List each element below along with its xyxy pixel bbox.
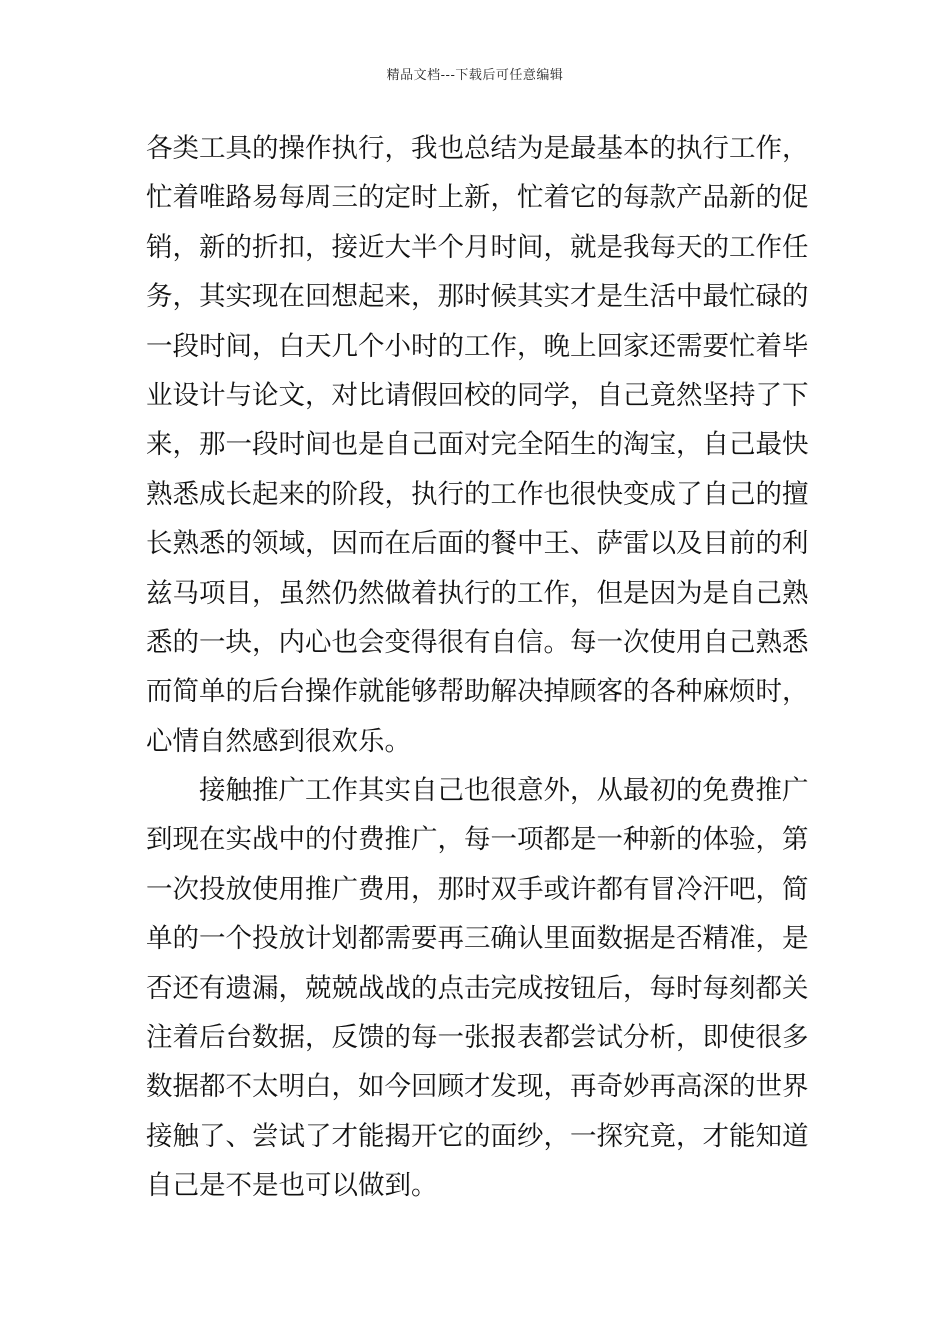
text-line: 来，那一段时间也是自己面对完全陌生的淘宝，自己最快 — [146, 429, 809, 461]
paragraph-1 — [146, 124, 808, 766]
text-line: 数据都不太明白，如今回顾才发现，再奇妙再高深的世界 — [146, 1071, 809, 1103]
text-line: 一次投放使用推广费用，那时双手或许都有冒冷汗吧，简 — [146, 873, 809, 905]
text-line: 一段时间，白天几个小时的工作，晚上回家还需要忙着毕 — [146, 330, 809, 362]
text-line: 务，其实现在回想起来，那时候其实才是生活中最忙碌的 — [146, 281, 809, 313]
text-line: 否还有遗漏，兢兢战战的点击完成按钮后，每时每刻都关 — [146, 972, 809, 1004]
text-line: 接触推广工作其实自己也很意外，从最初的免费推广 — [199, 775, 809, 807]
text-line: 到现在实战中的付费推广，每一项都是一种新的体验，第 — [146, 824, 809, 856]
text-line: 悉的一块，内心也会变得很有自信。每一次使用自己熟悉 — [146, 626, 809, 658]
text-line: 各类工具的操作执行，我也总结为是最基本的执行工作， — [146, 133, 809, 164]
paragraph-2 — [146, 766, 808, 1211]
text-line: 单的一个投放计划都需要再三确认里面数据是否精准，是 — [146, 923, 809, 955]
text-line: 业设计与论文，对比请假回校的同学，自己竟然坚持了下 — [146, 379, 809, 411]
text-line: 熟悉成长起来的阶段，执行的工作也很快变成了自己的擅 — [146, 478, 809, 510]
text-line: 接触了、尝试了才能揭开它的面纱，一探究竟，才能知道 — [146, 1120, 809, 1152]
text-line: 忙着唯路易每周三的定时上新，忙着它的每款产品新的促 — [146, 182, 809, 214]
body-text — [146, 124, 808, 1211]
text-line: 心情自然感到很欢乐。 — [146, 725, 411, 757]
text-line: 自己是不是也可以做到。 — [146, 1170, 438, 1202]
page-header: 精品文档---下载后可任意编辑 — [386, 68, 564, 83]
text-line: 注着后台数据，反馈的每一张报表都尝试分析，即使很多 — [146, 1022, 809, 1054]
text-line: 长熟悉的领域，因而在后面的餐中王、萨雷以及目前的利 — [146, 528, 809, 560]
text-line: 兹马项目，虽然仍然做着执行的工作，但是因为是自己熟 — [146, 577, 809, 609]
text-line: 销，新的折扣，接近大半个月时间，就是我每天的工作任 — [146, 231, 809, 263]
text-line: 而简单的后台操作就能够帮助解决掉顾客的各种麻烦时， — [146, 676, 809, 708]
